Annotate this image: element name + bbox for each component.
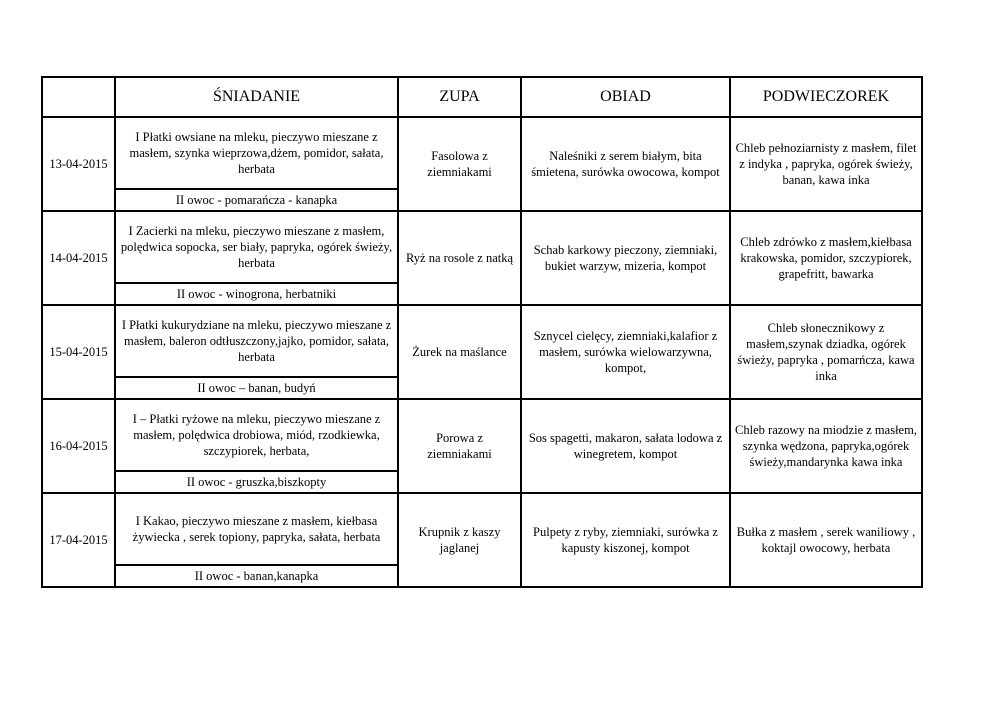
breakfast-first: I Płatki owsiane na mleku, pieczywo mieszane z masłem, szynka wieprzowa,dżem, pomidor, sałata, herbata xyxy=(115,117,398,189)
day-date: 13-04-2015 xyxy=(42,117,115,211)
dinner-cell: Sos spagetti, makaron, sałata lodowa z winegretem, kompot xyxy=(521,399,730,493)
soup-cell: Fasolowa z ziemniakami xyxy=(398,117,521,211)
header-breakfast: ŚNIADANIE xyxy=(115,77,398,117)
header-soup: ZUPA xyxy=(398,77,521,117)
snack-cell: Bułka z masłem , serek waniliowy , koktajl owocowy, herbata xyxy=(730,493,922,587)
breakfast-second: II owoc - gruszka,biszkopty xyxy=(115,471,398,493)
day-row xyxy=(42,493,922,565)
snack-cell: Chleb pełnoziarnisty z masłem, filet z indyka , papryka, ogórek świeży, banan, kawa inka xyxy=(730,117,922,211)
soup-cell: Ryż na rosole z natką xyxy=(398,211,521,305)
soup-cell: Żurek na maślance xyxy=(398,305,521,399)
day-row xyxy=(42,211,922,283)
dinner-cell: Sznycel cielęcy, ziemniaki,kalafior z masłem, surówka wielowarzywna, kompot, xyxy=(521,305,730,399)
header-snack: PODWIECZOREK xyxy=(730,77,922,117)
dinner-cell: Pulpety z ryby, ziemniaki, surówka z kapusty kiszonej, kompot xyxy=(521,493,730,587)
soup-cell: Porowa z ziemniakami xyxy=(398,399,521,493)
dinner-cell: Naleśniki z serem białym, bita śmietena, surówka owocowa, kompot xyxy=(521,117,730,211)
header-row xyxy=(42,77,922,117)
meal-plan-table xyxy=(41,76,923,588)
breakfast-second: II owoc - pomarańcza - kanapka xyxy=(115,189,398,211)
breakfast-second: II owoc - banan,kanapka xyxy=(115,565,398,587)
breakfast-first: I – Płatki ryżowe na mleku, pieczywo mieszane z masłem, polędwica drobiowa, miód, rzodkiewka, szczypiorek, herbata, xyxy=(115,399,398,471)
day-row xyxy=(42,399,922,471)
day-row xyxy=(42,117,922,189)
snack-cell: Chleb zdrówko z masłem,kiełbasa krakowska, pomidor, szczypiorek, grapefritt, bawarka xyxy=(730,211,922,305)
dinner-cell: Schab karkowy pieczony, ziemniaki, bukiet warzyw, mizeria, kompot xyxy=(521,211,730,305)
breakfast-second: II owoc - winogrona, herbatniki xyxy=(115,283,398,305)
day-date: 15-04-2015 xyxy=(42,305,115,399)
header-date xyxy=(42,77,115,117)
breakfast-second: II owoc – banan, budyń xyxy=(115,377,398,399)
breakfast-first: I Zacierki na mleku, pieczywo mieszane z masłem, polędwica sopocka, ser biały, papryka, ogórek świeży, herbata xyxy=(115,211,398,283)
breakfast-first: I Płatki kukurydziane na mleku, pieczywo mieszane z masłem, baleron odtłuszczony,jajko, pomidor, sałata, herbata xyxy=(115,305,398,377)
day-date: 14-04-2015 xyxy=(42,211,115,305)
snack-cell: Chleb słonecznikowy z masłem,szynak dziadka, ogórek świeży, papryka , pomarńcza, kawa inka xyxy=(730,305,922,399)
snack-cell: Chleb razowy na miodzie z masłem, szynka wędzona, papryka,ogórek świeży,mandarynka kawa inka xyxy=(730,399,922,493)
header-dinner: OBIAD xyxy=(521,77,730,117)
breakfast-first: I Kakao, pieczywo mieszane z masłem, kiełbasa żywiecka , serek topiony, papryka, sałata, herbata xyxy=(115,493,398,565)
day-date: 17-04-2015 xyxy=(42,493,115,587)
day-row xyxy=(42,305,922,377)
soup-cell: Krupnik z kaszy jaglanej xyxy=(398,493,521,587)
day-date: 16-04-2015 xyxy=(42,399,115,493)
